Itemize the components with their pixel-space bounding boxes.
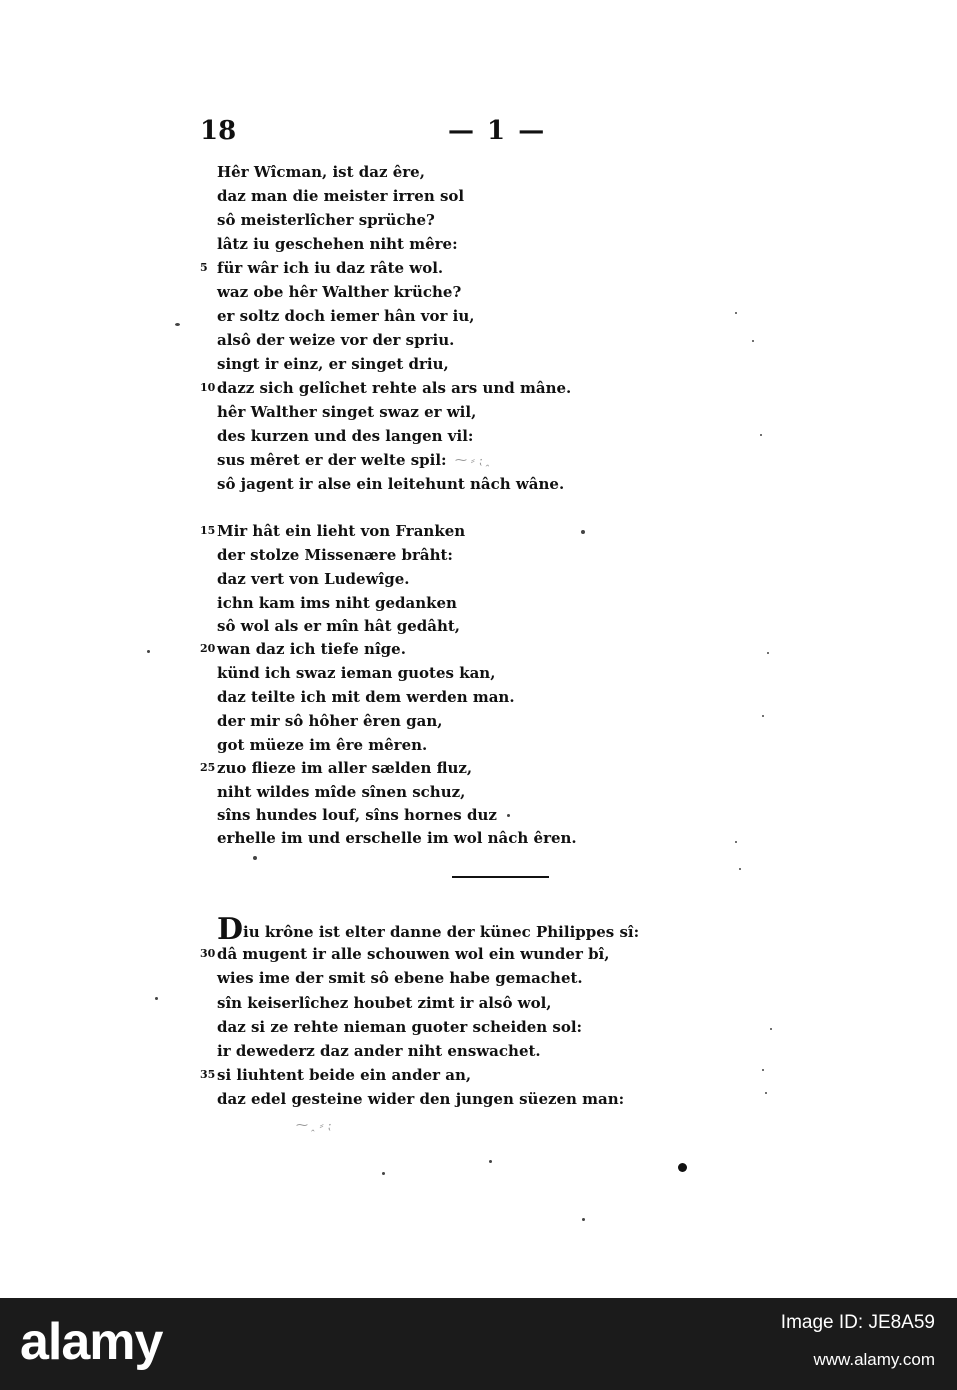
poem-line: ir dewederz daz ander niht enswachet. bbox=[217, 1042, 541, 1060]
poem-line: des kurzen und des langen vil: bbox=[217, 427, 474, 445]
poem-line: erhelle im und erschelle im wol nâch êren. bbox=[217, 829, 577, 847]
scan-speck bbox=[155, 997, 158, 1000]
scan-speck bbox=[582, 1218, 585, 1221]
poem-line: waz obe hêr Walther krüche? bbox=[217, 283, 462, 301]
poem-line: dâ mugent ir alle schouwen wol ein wunder bî, bbox=[217, 945, 610, 963]
poem-line: dazz sich gelîchet rehte als ars und mâne. bbox=[217, 379, 572, 397]
poem-line: daz edel gesteine wider den jungen süezen man: bbox=[217, 1090, 625, 1108]
scan-speck bbox=[762, 1069, 764, 1071]
scan-speck bbox=[762, 715, 764, 717]
poem-line: sîn keiserlîchez houbet zimt ir alsô wol, bbox=[217, 994, 552, 1012]
poem-line: lâtz iu geschehen niht mêre: bbox=[217, 235, 458, 253]
section-header: — 1 — bbox=[448, 116, 547, 146]
scan-speck bbox=[147, 650, 150, 653]
line-number: 35 bbox=[200, 1068, 216, 1081]
scan-speck bbox=[760, 434, 762, 436]
poem-line: der mir sô hôher êren gan, bbox=[217, 712, 443, 730]
poem-line: sô meisterlîcher sprüche? bbox=[217, 211, 435, 229]
handwritten-marginalia: ⁓ ⸗ ⁏ ꞈ bbox=[455, 453, 491, 467]
poem-line: er soltz doch iemer hân vor iu, bbox=[217, 307, 475, 325]
poem-line: Hêr Wîcman, ist daz êre, bbox=[217, 163, 425, 181]
line-number: 20 bbox=[200, 642, 216, 655]
scan-speck bbox=[678, 1163, 687, 1172]
poem-line: zuo flieze im aller sælden fluz, bbox=[217, 759, 473, 777]
poem-line: wies ime der smit sô ebene habe gemachet. bbox=[217, 969, 583, 987]
poem-line: hêr Walther singet swaz er wil, bbox=[217, 403, 477, 421]
poem-line: Mir hât ein lieht von Franken bbox=[217, 522, 466, 540]
poem-line: ichn kam ims niht gedanken bbox=[217, 594, 457, 612]
section-divider bbox=[452, 876, 549, 878]
poem-line: für wâr ich iu daz râte wol. bbox=[217, 259, 444, 277]
poem-line: niht wildes mîde sînen schuz, bbox=[217, 783, 466, 801]
scan-speck bbox=[735, 841, 737, 843]
line-number: 15 bbox=[200, 524, 216, 537]
poem-line: daz vert von Ludewîge. bbox=[217, 570, 410, 588]
scan-speck bbox=[253, 856, 257, 860]
poem-line: sô jagent ir alse ein leitehunt nâch wâne. bbox=[217, 475, 565, 493]
poem-line: sîns hundes louf, sîns hornes duz bbox=[217, 806, 497, 824]
poem-line: daz teilte ich mit dem werden man. bbox=[217, 688, 515, 706]
scan-speck bbox=[382, 1172, 385, 1175]
poem-line: sô wol als er mîn hât gedâht, bbox=[217, 617, 461, 635]
scan-speck bbox=[765, 1092, 767, 1094]
scan-speck bbox=[767, 652, 769, 654]
poem-line: singt ir einz, er singet driu, bbox=[217, 355, 449, 373]
line-number: 10 bbox=[200, 381, 216, 394]
brand-logo: alamy bbox=[20, 1313, 163, 1371]
scan-speck bbox=[739, 868, 741, 870]
drop-cap: D bbox=[217, 912, 244, 947]
poem-line: daz man die meister irren sol bbox=[217, 187, 465, 205]
poem-line: daz si ze rehte nieman guoter scheiden sol: bbox=[217, 1018, 583, 1036]
poem-line: künd ich swaz ieman guotes kan, bbox=[217, 664, 496, 682]
poem-line: sus mêret er der welte spil: bbox=[217, 451, 447, 469]
line-number: 30 bbox=[200, 947, 216, 960]
poem-line: got müeze im êre mêren. bbox=[217, 736, 428, 754]
poem-line: wan daz ich tiefe nîge. bbox=[217, 640, 406, 658]
handwritten-marginalia: ⁓ ꞈ ⸗ ⁏ bbox=[296, 1118, 332, 1132]
poem-line: si liuhtent beide ein ander an, bbox=[217, 1066, 472, 1084]
site-url: www.alamy.com bbox=[813, 1350, 935, 1369]
page-number: 18 bbox=[200, 116, 237, 146]
scan-speck bbox=[735, 312, 737, 314]
scan-speck bbox=[489, 1160, 492, 1163]
poem-line: der stolze Missenære brâht: bbox=[217, 546, 453, 564]
poem-line-first bbox=[217, 912, 640, 947]
scan-speck bbox=[770, 1028, 772, 1030]
image-id-label: Image ID: JE8A59 bbox=[780, 1312, 935, 1333]
poem-line-rest: iu krône ist elter danne der künec Philippes sî: bbox=[243, 923, 640, 941]
line-number: 25 bbox=[200, 761, 216, 774]
scan-speck bbox=[507, 814, 510, 817]
poem-line: alsô der weize vor der spriu. bbox=[217, 331, 455, 349]
scan-speck bbox=[752, 340, 754, 342]
line-number: 5 bbox=[200, 261, 208, 274]
watermark-footer bbox=[0, 1298, 957, 1390]
scan-speck bbox=[175, 323, 180, 326]
scan-speck bbox=[581, 530, 585, 534]
